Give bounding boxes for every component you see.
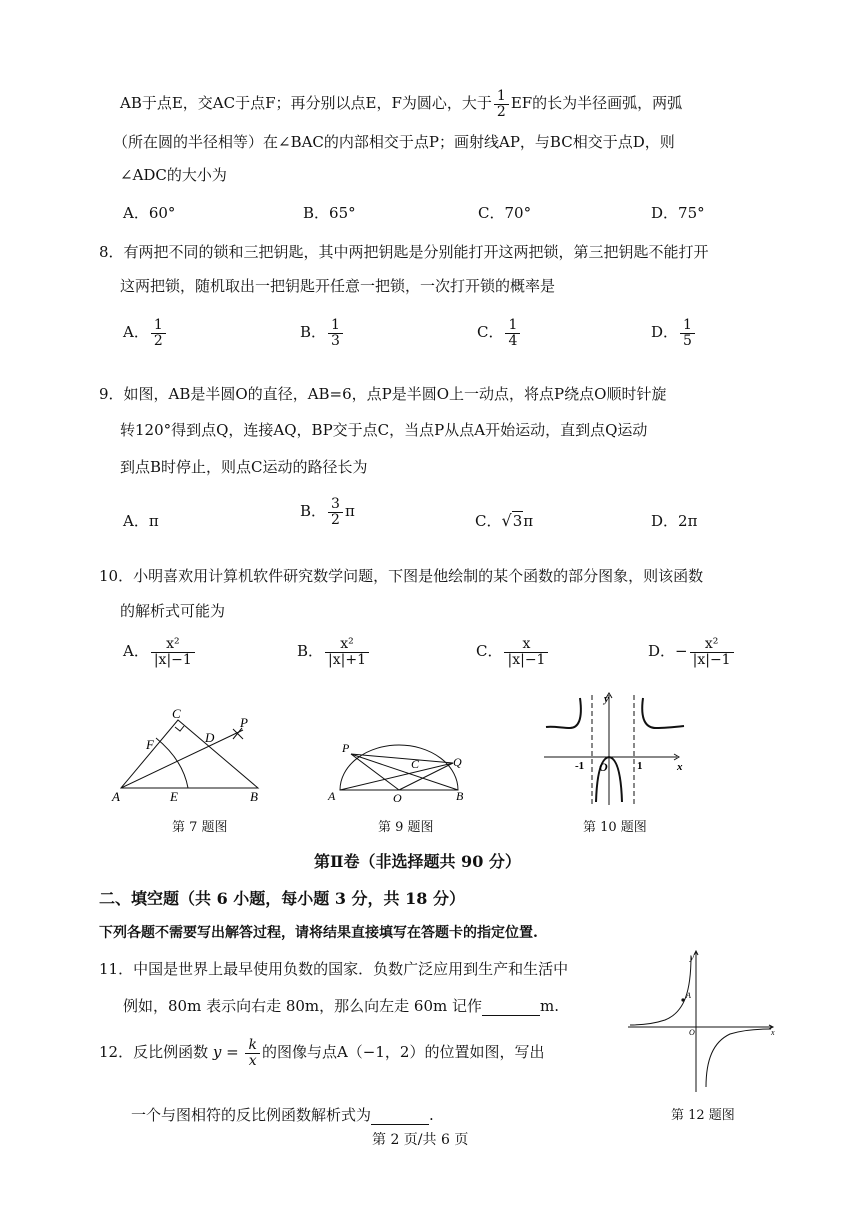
fig7-caption: 第 7 题图 (172, 820, 228, 835)
q9-line1: 9．如图，AB是半圆O的直径，AB=6，点P是半圆O上一动点，将点P绕点O顺时针旋 (99, 385, 667, 403)
fig12-label-x: x (771, 1028, 775, 1037)
fig12-caption: 第 12 题图 (671, 1108, 735, 1123)
q8-option-a: A． $\frac{1}{2}$ (123, 318, 168, 348)
fig7-label-c: C (172, 706, 181, 721)
q9-option-c: C．√3π (475, 511, 534, 530)
fig7-label-p: P (240, 715, 248, 730)
q11-line2: 例如，80m 表示向右走 80m，那么向左走 60m 记作 m. (123, 997, 560, 1015)
q7-option-b: B．65° (303, 204, 356, 222)
fig7-label-f: F (146, 737, 154, 752)
fig12-point-a (681, 998, 684, 1001)
fig7-label-e: E (170, 789, 178, 804)
fig10-curve-right (642, 698, 684, 728)
page-number: 第 2 页/共 6 页 (372, 1132, 469, 1148)
fig9-label-c: C (411, 757, 420, 771)
fig9-semicircle (340, 745, 458, 790)
fig12-curve-left (630, 956, 691, 1025)
q9-line3: 到点B时停止，则点C运动的路径长为 (120, 458, 368, 476)
q9-option-d: D．2π (651, 512, 698, 530)
q7-option-a: A．60° (123, 204, 176, 222)
fig9-label-q: Q (453, 755, 462, 769)
q9-option-b: B． $\frac{3}{2}$ π (300, 496, 355, 528)
figure-10 (542, 690, 692, 808)
q10-option-d: D．− $\frac{\text{x²}}{|x|-1}$ (648, 637, 736, 667)
fig10-label-neg1: -1 (575, 760, 585, 772)
section-note: 下列各题不需要写出解答过程，请将结果直接填写在答题卡的指定位置. (99, 925, 538, 941)
fig12-label-o: O (689, 1028, 695, 1037)
q7-option-d: D．75° (651, 204, 705, 222)
fig7-arc (156, 738, 188, 788)
fig10-label-o: O (599, 760, 608, 774)
q8-option-b: B． $\frac{1}{3}$ (300, 318, 345, 348)
q8-line1: 8．有两把不同的锁和三把钥匙，其中两把钥匙是分别能打开这两把锁，第三把钥匙不能打开 (99, 243, 709, 261)
q7-fraction: $\frac{1}{2}$ (494, 89, 509, 119)
q7-option-c: C．70° (478, 204, 532, 222)
fig12-label-y: y (690, 952, 694, 962)
q9-line2: 转120°得到点Q，连接AQ，BP交于点C，当点P从点A开始运动，直到点Q运动 (120, 421, 648, 439)
fig7-label-a: A (112, 789, 120, 804)
fig9-label-o: O (393, 791, 402, 805)
fig10-label-x: x (677, 761, 683, 773)
fig9-label-b: B (456, 789, 464, 803)
q9-option-a: A．π (123, 512, 159, 530)
fig10-caption: 第 10 题图 (583, 820, 647, 835)
fig10-label-1: 1 (637, 760, 643, 772)
q7-line2: （所在圆的半径相等）在∠BAC的内部相交于点P；画射线AP，与BC相交于点D，则 (113, 133, 675, 151)
section-fill-in: 二、填空题（共 6 小题，每小题 3 分，共 18 分） (99, 889, 465, 908)
q11-line1: 11．中国是世界上最早使用负数的国家．负数广泛应用到生产和生活中 (99, 960, 569, 978)
q8-option-c: C． $\frac{1}{4}$ (477, 318, 522, 348)
q10-line2: 的解析式可能为 (120, 602, 226, 620)
figure-9 (325, 730, 475, 805)
fig9-segment-aq (340, 763, 453, 790)
q10-line1: 10．小明喜欢用计算机软件研究数学问题，下图是他绘制的某个函数的部分图象，则该函数 (99, 567, 704, 585)
fig12-curve-right (706, 1029, 771, 1087)
q8-option-d: D． $\frac{1}{5}$ (651, 318, 697, 348)
q12-line1: 12．反比例函数 y = $\frac{k}{x}$ 的图像与点A（−1，2）的位置如图，写出 (99, 1037, 545, 1069)
q10-option-c: C． $\frac{x}{|x|-1}$ (476, 637, 550, 667)
fig7-right-angle (175, 726, 184, 731)
fig10-label-y: y (604, 693, 609, 705)
fig7-label-d: D (205, 730, 215, 745)
q12-line2: 一个与图相符的反比例函数解析式为 . (131, 1106, 434, 1124)
fig9-segment-pq (351, 754, 453, 763)
q7-line1: AB于点E，交AC于点F；再分别以点E，F为圆心，大于 $\frac{1}{2}$ EF的长为半径画弧，两弧 (120, 88, 683, 120)
fig7-ray-ap (121, 730, 243, 788)
fig9-label-a: A (328, 789, 336, 803)
q8-line2: 这两把锁，随机取出一把钥匙开任意一把锁，一次打开锁的概率是 (120, 277, 556, 295)
q11-answer-blank[interactable] (482, 997, 540, 1016)
part2-title: 第Ⅱ卷（非选择题共 90 分） (314, 852, 521, 871)
q7-line3: ∠ADC的大小为 (120, 166, 227, 184)
fig12-label-a: A (686, 991, 691, 1000)
fig9-caption: 第 9 题图 (378, 820, 434, 835)
q10-option-b: B． $\frac{\text{x²}}{|x|+1}$ (297, 637, 371, 667)
figure-7 (108, 705, 278, 805)
q12-answer-blank[interactable] (371, 1106, 429, 1125)
q10-option-a: A． $\frac{\text{x²}}{|x|-1}$ (123, 637, 197, 667)
fig9-label-p: P (342, 741, 350, 755)
figure-12 (625, 950, 780, 1095)
fig10-curve-left (546, 698, 581, 728)
fig9-segment-po (351, 754, 399, 790)
fig7-label-b: B (250, 789, 258, 804)
